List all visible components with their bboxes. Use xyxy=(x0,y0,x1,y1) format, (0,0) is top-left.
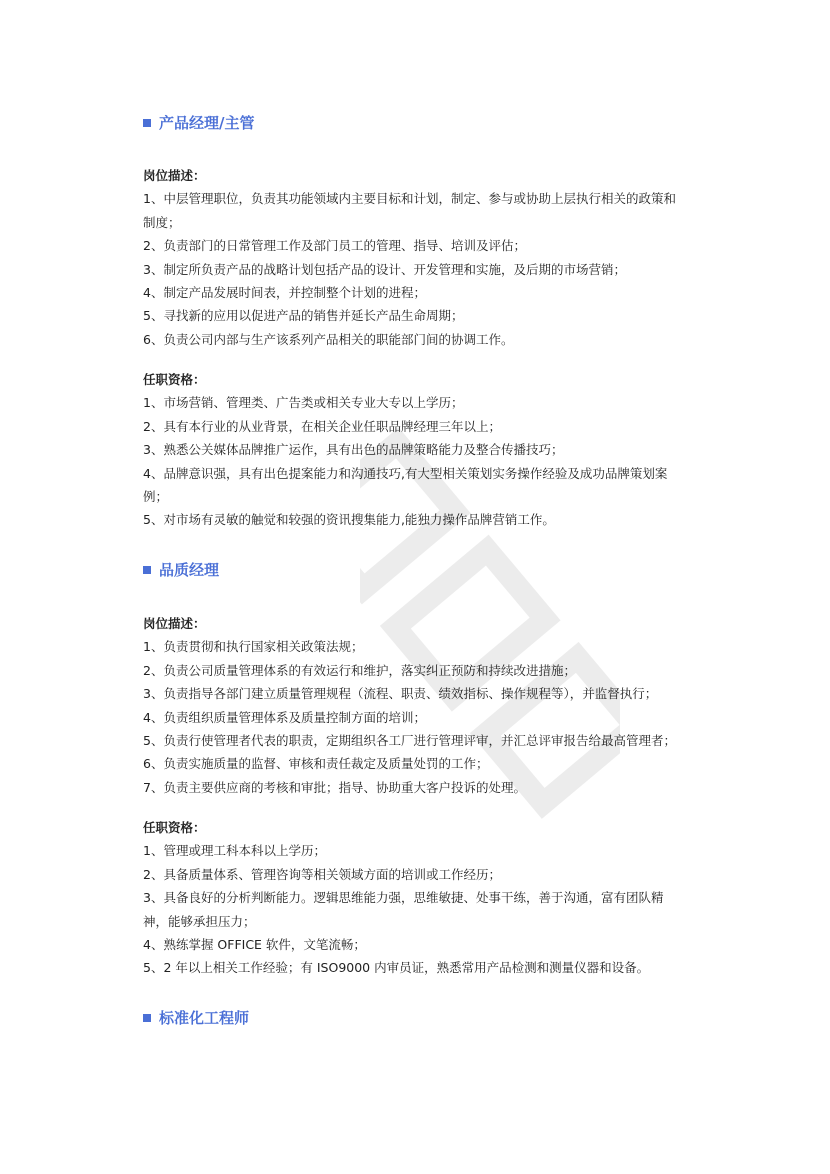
square-bullet-icon xyxy=(143,1014,151,1022)
section-title-text: 产品经理/主管 xyxy=(159,114,255,132)
text-line: 5、负责行使管理者代表的职责，定期组织各工厂进行管理评审，并汇总评审报告给最高管理者； xyxy=(143,732,676,748)
section-title-product-manager xyxy=(143,113,254,133)
block-heading: 任职资格： xyxy=(143,372,206,387)
text-line: 4、品牌意识强，具有出色提案能力和沟通技巧,有大型相关策划实务操作经验及成功品牌策划案 xyxy=(143,465,668,481)
block-heading: 岗位描述： xyxy=(143,616,206,631)
text-line: 5、对市场有灵敏的触觉和较强的资讯搜集能力,能独力操作品牌营销工作。 xyxy=(143,512,555,528)
section-title-quality-manager xyxy=(143,560,219,580)
text-line: 2、负责部门的日常管理工作及部门员工的管理、指导、培训及评估； xyxy=(143,238,526,254)
text-line: 2、具有本行业的从业背景，在相关企业任职品牌经理三年以上； xyxy=(143,418,501,434)
text-line: 制度； xyxy=(143,214,181,230)
text-line: 4、熟练掌握 OFFICE 软件，文笔流畅； xyxy=(143,936,366,952)
job-description-block xyxy=(143,612,683,799)
job-description-block xyxy=(143,164,683,351)
text-line: 3、制定所负责产品的战略计划包括产品的设计、开发管理和实施，及后期的市场营销； xyxy=(143,261,626,277)
qualifications-block xyxy=(143,816,683,980)
block-heading: 岗位描述： xyxy=(143,168,206,183)
text-line: 1、中层管理职位，负责其功能领域内主要目标和计划，制定、参与或协助上层执行相关的政策和 xyxy=(143,191,676,207)
section-title-standardization-engineer xyxy=(143,1008,249,1028)
section-title-text: 标准化工程师 xyxy=(159,1009,250,1027)
text-line: 4、负责组织质量管理体系及质量控制方面的培训； xyxy=(143,709,426,725)
text-line: 1、市场营销、管理类、广告类或相关专业大专以上学历； xyxy=(143,395,464,411)
block-heading: 任职资格： xyxy=(143,820,206,835)
section-title-text: 品质经理 xyxy=(159,561,220,579)
text-line: 3、负责指导各部门建立质量管理规程（流程、职责、绩效指标、操作规程等），并监督执行； xyxy=(143,686,658,702)
text-line: 6、负责实施质量的监督、审核和责任裁定及质量处罚的工作； xyxy=(143,756,489,772)
text-line: 神，能够承担压力； xyxy=(143,913,256,929)
text-line: 4、制定产品发展时间表，并控制整个计划的进程； xyxy=(143,284,426,300)
square-bullet-icon xyxy=(143,119,151,127)
text-line: 7、负责主要供应商的考核和审批；指导、协助重大客户投诉的处理。 xyxy=(143,779,526,795)
text-line: 3、具备良好的分析判断能力。逻辑思维能力强，思维敏捷、处事干练，善于沟通，富有团队精 xyxy=(143,890,664,906)
text-line: 6、负责公司内部与生产该系列产品相关的职能部门间的协调工作。 xyxy=(143,331,514,347)
qualifications-block xyxy=(143,368,683,532)
text-line: 1、管理或理工科本科以上学历； xyxy=(143,843,326,859)
text-line: 5、寻找新的应用以促进产品的销售并延长产品生命周期； xyxy=(143,308,464,324)
text-line: 1、负责贯彻和执行国家相关政策法规； xyxy=(143,639,364,655)
text-line: 5、2 年以上相关工作经验；有 ISO9000 内审员证，熟悉常用产品检测和测量仪器和设备。 xyxy=(143,960,650,976)
text-line: 2、负责公司质量管理体系的有效运行和维护，落实纠正预防和持续改进措施； xyxy=(143,662,576,678)
text-line: 例； xyxy=(143,488,169,504)
text-line: 3、熟悉公关媒体品牌推广运作，具有出色的品牌策略能力及整合传播技巧； xyxy=(143,442,564,458)
square-bullet-icon xyxy=(143,566,151,574)
text-line: 2、具备质量体系、管理咨询等相关领域方面的培训或工作经历； xyxy=(143,866,501,882)
